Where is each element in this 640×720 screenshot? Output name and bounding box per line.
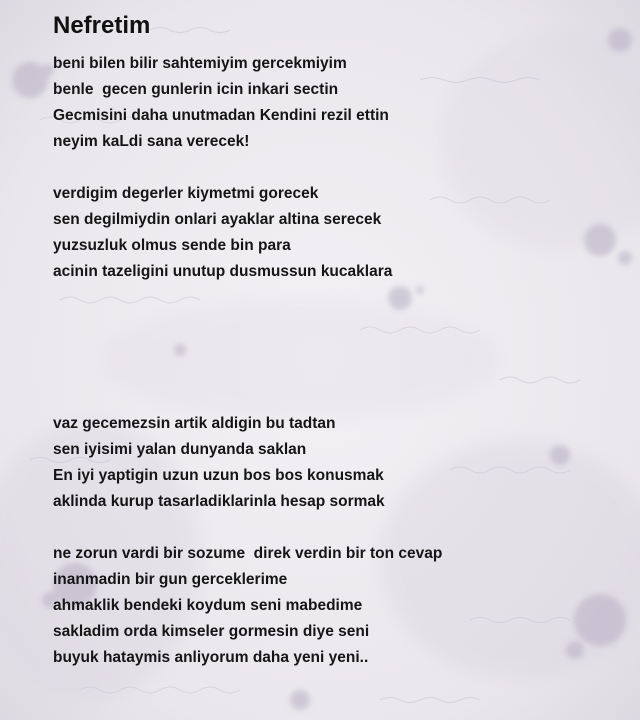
poem-line: aklinda kurup tasarladiklarinla hesap sormak [53, 493, 385, 510]
poem-line: ne zorun vardi bir sozume direk verdin bir ton cevap [53, 545, 443, 562]
poem-line: benle gecen gunlerin icin inkari sectin [53, 81, 339, 98]
poem-line: acinin tazeligini unutup dusmussun kucaklara [53, 263, 393, 280]
poem-line: En iyi yaptigin uzun uzun bos bos konusmak [53, 467, 384, 484]
poem-line: sen iyisimi yalan dunyanda saklan [53, 441, 307, 458]
poem-line: verdigim degerler kiymetmi gorecek [53, 185, 319, 202]
poem-line: buyuk hataymis anliyorum daha yeni yeni.. [53, 649, 369, 666]
poem-line: beni bilen bilir sahtemiyim gercekmiyim [53, 55, 347, 72]
stanza [53, 181, 392, 285]
poem-line: yuzsuzluk olmus sende bin para [53, 237, 291, 254]
poem-line: sakladim orda kimseler gormesin diye seni [53, 623, 370, 640]
poem-line: inanmadin bir gun gerceklerime [53, 571, 288, 588]
stanza [53, 411, 385, 515]
stanza [53, 541, 442, 671]
poem-title: Nefretim [53, 12, 151, 39]
poem-line: neyim kaLdi sana verecek! [53, 133, 250, 150]
poem-line: sen degilmiydin onlari ayaklar altina serecek [53, 211, 382, 228]
poem-line: ahmaklik bendeki koydum seni mabedime [53, 597, 363, 614]
stanza [53, 51, 389, 155]
poem-line: Gecmisini daha unutmadan Kendini rezil ettin [53, 107, 389, 124]
poem-line: vaz gecemezsin artik aldigin bu tadtan [53, 415, 336, 432]
